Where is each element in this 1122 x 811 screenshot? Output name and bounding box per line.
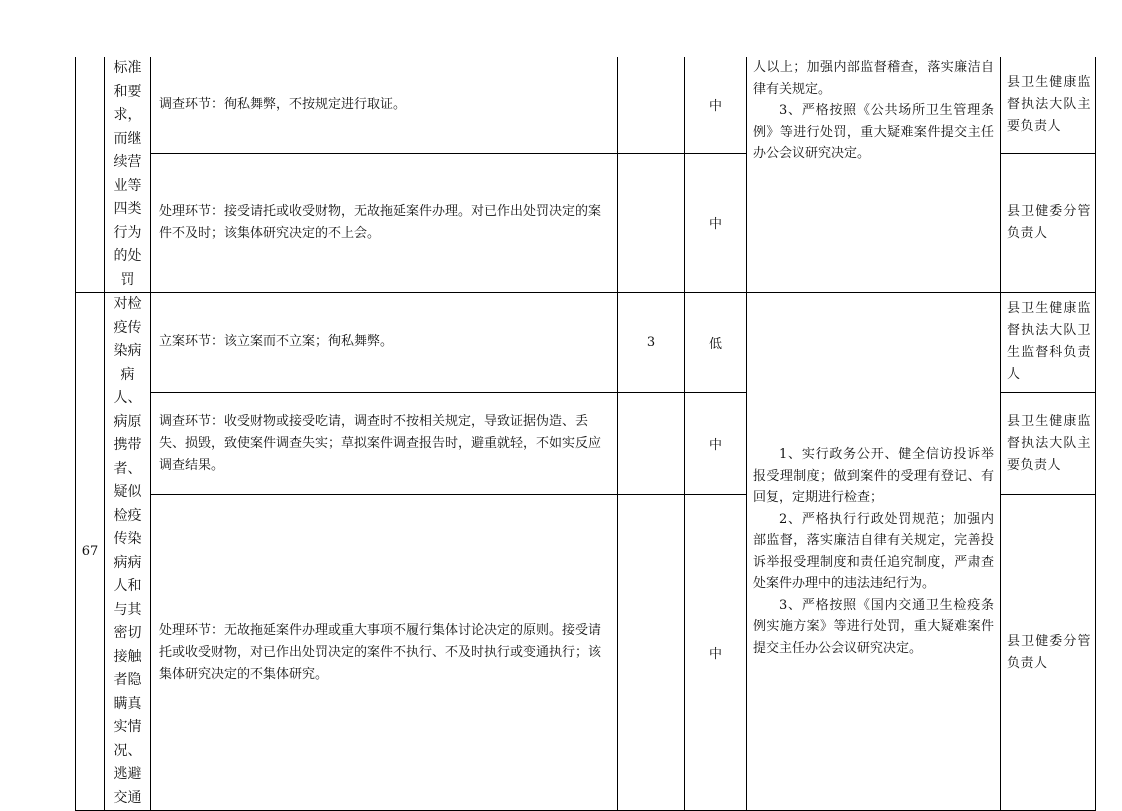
risk-points-cell [618, 392, 685, 495]
item-name-cell: 标准 和要 求， 而继 续营 业等 四类 行为 的处 罚 [105, 57, 151, 293]
table-row [76, 57, 1096, 153]
risk-level-cell: 中 [685, 57, 747, 153]
risk-link-cell: 立案环节：该立案而不立案；徇私舞弊。 [151, 293, 618, 393]
risk-link-cell: 调查环节：徇私舞弊，不按规定进行取证。 [151, 57, 618, 153]
risk-level-cell: 低 [685, 293, 747, 393]
risk-link-cell: 调查环节：收受财物或接受吃请，调查时不按相关规定，导致证据伪造、丢失、损毁，致使案件调查失实；草拟案件调查报告时，避重就轻，不如实反应调查结果。 [151, 392, 618, 495]
responsible-cell: 县卫生健康监督执法大队卫生监督科负责人 [1001, 293, 1096, 393]
risk-level-cell: 中 [685, 153, 747, 292]
risk-points-cell: 3 [618, 293, 685, 393]
prevention-measures-cell: 人以上；加强内部监督稽查，落实廉洁自律有关规定。 3、严格按照《公共场所卫生管理条例》等进行处罚，重大疑难案件提交主任办公会议研究决定。 [747, 57, 1001, 293]
item-name-cell: 对检 疫传 染病 病 人、 病原 携带 者、 疑似 检疫 传染 病病 人和 与其 密切 接触 者隐 瞒真 实情 况、 逃避 交通 [105, 293, 151, 811]
risk-points-cell [618, 57, 685, 153]
risk-link-cell: 处理环节：无故拖延案件办理或重大事项不履行集体讨论决定的原则。接受请托或收受财物，对已作出处罚决定的案件不执行、不及时执行或变通执行；该集体研究决定的不集体研究。 [151, 495, 618, 811]
item-number-cell: 67 [76, 293, 105, 811]
item-number-cell [76, 57, 105, 293]
prevention-measures-cell: 1、实行政务公开、健全信访投诉举报受理制度；做到案件的受理有登记、有回复，定期进行检查； 2、严格执行行政处罚规范；加强内部监督，落实廉洁自律有关规定，完善投诉举报受理制度和责任追究制度，严肃查处案件办理中的违法违纪行为。 3、严格按照《国内交通卫生检疫条例实施方案》等进行处罚，重大疑难案件提交主任办公会议研究决定。 [747, 293, 1001, 811]
table-row [76, 293, 1096, 393]
responsible-cell: 县卫生健康监督执法大队主要负责人 [1001, 57, 1096, 153]
risk-level-cell: 中 [685, 495, 747, 811]
risk-points-cell [618, 153, 685, 292]
risk-link-cell: 处理环节：接受请托或收受财物，无故拖延案件办理。对已作出处罚决定的案件不及时；该集体研究决定的不上会。 [151, 153, 618, 292]
responsible-cell: 县卫健委分管负责人 [1001, 153, 1096, 292]
risk-points-cell [618, 495, 685, 811]
responsible-cell: 县卫生健康监督执法大队主要负责人 [1001, 392, 1096, 495]
responsible-cell: 县卫健委分管负责人 [1001, 495, 1096, 811]
risk-level-cell: 中 [685, 392, 747, 495]
risk-table [75, 57, 1096, 811]
